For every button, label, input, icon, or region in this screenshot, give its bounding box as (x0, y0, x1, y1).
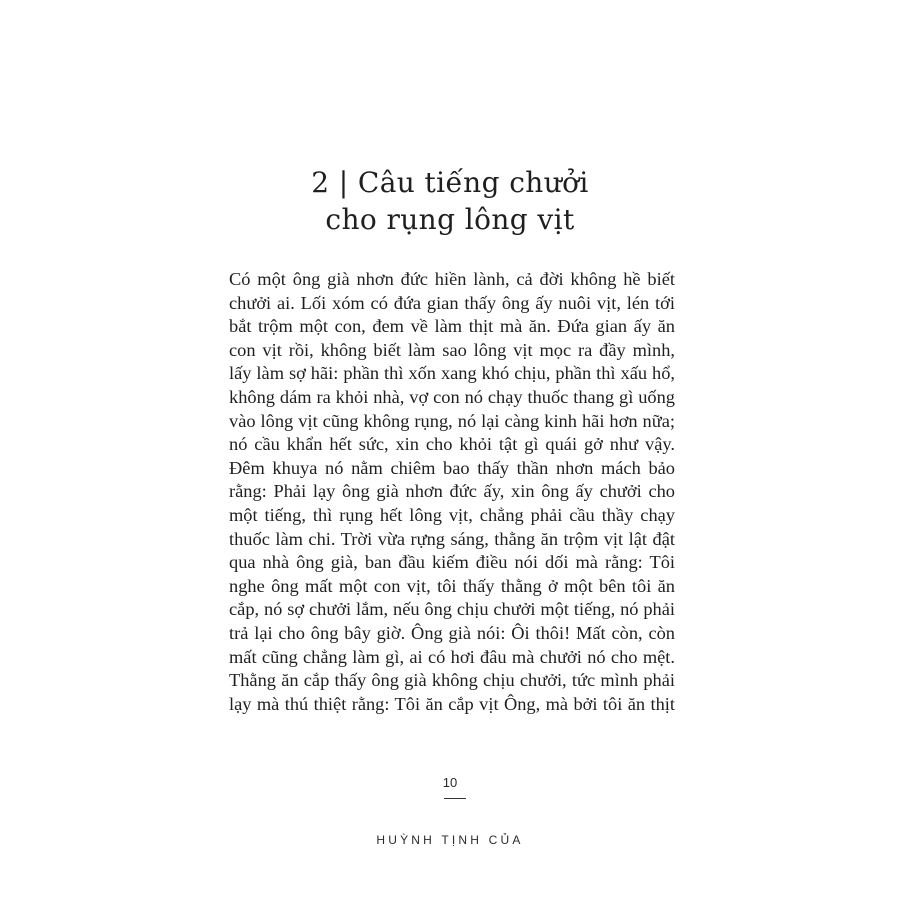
chapter-title-line-2: cho rụng lông vịt (325, 203, 575, 236)
chapter-title-line-1: 2 | Câu tiếng chưởi (311, 166, 589, 199)
text-line: Thằng ăn cắp thấy ông già không chịu chưởi, tức mình phải (229, 670, 675, 691)
chapter-title (0, 164, 900, 238)
footer-divider (444, 798, 466, 799)
text-line: nghe ông mất một con vịt, tôi thấy thằng ở một bên tôi ăn (229, 575, 675, 596)
text-line: không dám ra khỏi nhà, vợ con nó chạy thuốc thang gì uống (229, 386, 675, 407)
text-line: thuốc làm chi. Trời vừa rựng sáng, thằng ăn trộm vịt lật đật (229, 528, 675, 549)
text-line: cắp, nó sợ chưởi lắm, nếu ông chịu chưởi một tiếng, nó phải (229, 599, 675, 620)
text-line: con vịt rồi, không biết làm sao lông vịt mọc ra đầy mình, (229, 339, 675, 360)
text-line: lấy làm sợ hãi: phần thì xốn xang khó chịu, phần thì xấu hổ, (229, 363, 675, 384)
text-line: nó cầu khẩn hết sức, xin cho khỏi tật gì quái gở như vậy. (229, 434, 675, 455)
text-line: Có một ông già nhơn đức hiền lành, cả đời không hề biết (229, 269, 675, 289)
body-text (229, 268, 675, 716)
author-name: HUỲNH TỊNH CỦA (376, 833, 524, 847)
page-number: 10 (442, 775, 458, 790)
text-line: Đêm khuya nó nằm chiêm bao thấy thần nhơn mách bảo (229, 457, 675, 478)
text-line: chưởi ai. Lối xóm có đứa gian thấy ông ấy nuôi vịt, lén tới (229, 292, 675, 313)
text-line: lạy mà thú thiệt rằng: Tôi ăn cắp vịt Ông, mà bởi tôi ăn thịt (229, 693, 675, 714)
text-line: một tiếng, thì rụng hết lông vịt, chẳng phải cầu thầy chạy (229, 504, 675, 525)
text-line: bắt trộm một con, đem về làm thịt mà ăn. Đứa gian ấy ăn (229, 316, 675, 337)
text-line: mất cũng chẳng làm gì, ai có hơi đâu mà chưởi nó cho mệt. (229, 646, 675, 667)
text-line: vào lông vịt cũng không rụng, nó lại càng kinh hãi hơn nữa; (229, 410, 675, 431)
text-line: rằng: Phải lạy ông già nhơn đức ấy, xin ông ấy chưởi cho (229, 481, 675, 502)
text-line: qua nhà ông già, ban đầu kiếm điều nói dối mà rằng: Tôi (229, 552, 675, 573)
text-line: trả lại cho ông bây giờ. Ông già nói: Ôi thôi! Mất còn, còn (229, 622, 675, 643)
